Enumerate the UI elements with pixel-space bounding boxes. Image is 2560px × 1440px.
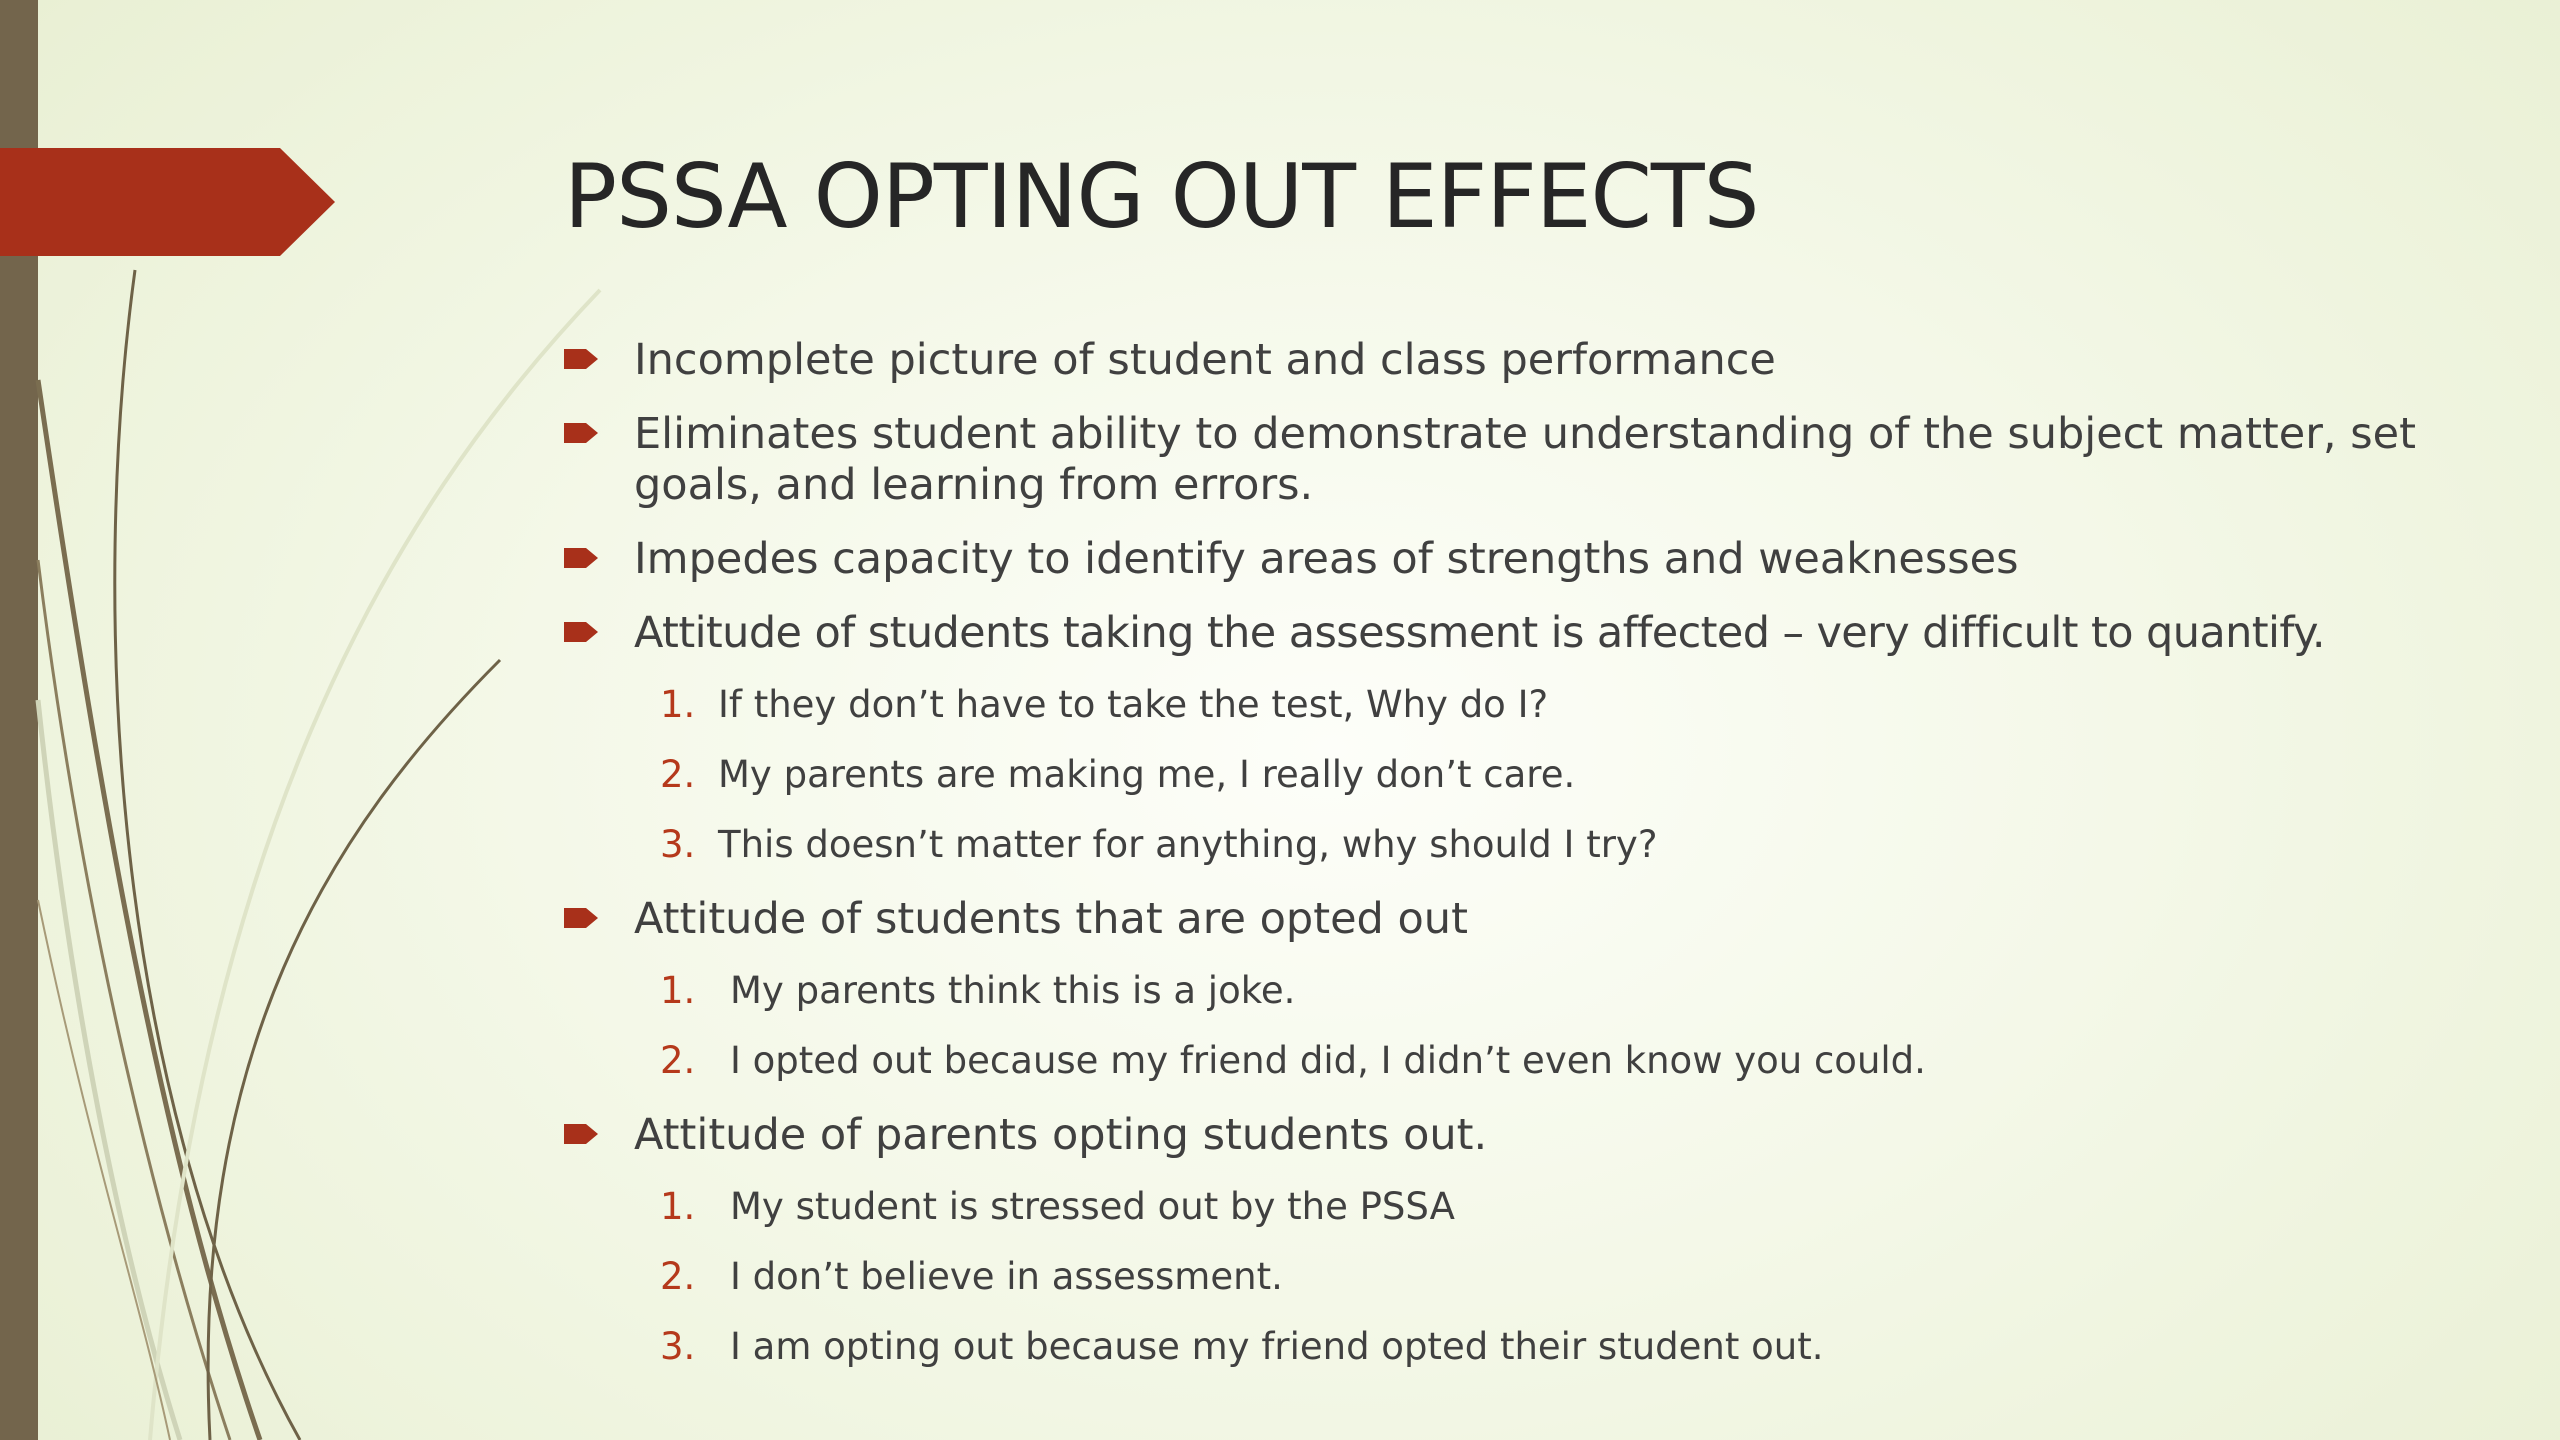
numbered-subitem xyxy=(564,682,2494,728)
subitem-text: This doesn’t matter for anything, why should I try? xyxy=(718,823,1658,866)
subitem-text: My student is stressed out by the PSSA xyxy=(730,1185,1455,1228)
subitem-number: 2. xyxy=(660,1039,696,1082)
title-arrow-banner xyxy=(0,148,335,256)
slide-title: PSSA OPTING OUT EFFECTS xyxy=(564,145,1759,248)
numbered-subitem xyxy=(564,752,2494,798)
subitem-text: I opted out because my friend did, I didn’t even know you could. xyxy=(730,1039,1926,1082)
arrow-bullet-icon xyxy=(564,1124,598,1144)
bullet-text: Eliminates student ability to demonstrate understanding of the subject matter, set goals, and learning from errors. xyxy=(634,409,2416,510)
bullet-item xyxy=(564,534,2494,585)
bullet-text: Incomplete picture of student and class performance xyxy=(634,335,1776,385)
bullet-item xyxy=(564,608,2494,659)
subitem-number: 1. xyxy=(660,969,696,1012)
subitem-text: My parents are making me, I really don’t care. xyxy=(718,753,1576,796)
arrow-bullet-icon xyxy=(564,548,598,568)
numbered-subitem xyxy=(564,1324,2494,1370)
bullet-item xyxy=(564,335,2494,386)
bullet-text: Attitude of students taking the assessment is affected – very difficult to quantify. xyxy=(634,608,2325,658)
numbered-subitem xyxy=(564,968,2494,1014)
slide-content xyxy=(564,335,2494,1394)
arrow-bullet-icon xyxy=(564,622,598,642)
bullet-text: Impedes capacity to identify areas of strengths and weaknesses xyxy=(634,534,2019,584)
subitem-number: 2. xyxy=(660,753,696,796)
subitem-text: I am opting out because my friend opted their student out. xyxy=(730,1325,1824,1368)
subitem-number: 3. xyxy=(660,823,696,866)
numbered-subitem xyxy=(564,1038,2494,1084)
subitem-number: 2. xyxy=(660,1255,696,1298)
numbered-subitem xyxy=(564,1184,2494,1230)
subitem-text: My parents think this is a joke. xyxy=(730,969,1296,1012)
arrow-bullet-icon xyxy=(564,908,598,928)
bullet-item xyxy=(564,1110,2494,1161)
bullet-item xyxy=(564,894,2494,945)
bullet-text: Attitude of parents opting students out. xyxy=(634,1110,1488,1160)
numbered-subitem xyxy=(564,822,2494,868)
subitem-text: I don’t believe in assessment. xyxy=(730,1255,1283,1298)
arrow-bullet-icon xyxy=(564,349,598,369)
subitem-text: If they don’t have to take the test, Why do I? xyxy=(718,683,1549,726)
bullet-text: Attitude of students that are opted out xyxy=(634,894,1468,944)
subitem-number: 3. xyxy=(660,1325,696,1368)
numbered-subitem xyxy=(564,1254,2494,1300)
subitem-number: 1. xyxy=(660,1185,696,1228)
arrow-bullet-icon xyxy=(564,423,598,443)
subitem-number: 1. xyxy=(660,683,696,726)
bullet-item xyxy=(564,409,2494,511)
